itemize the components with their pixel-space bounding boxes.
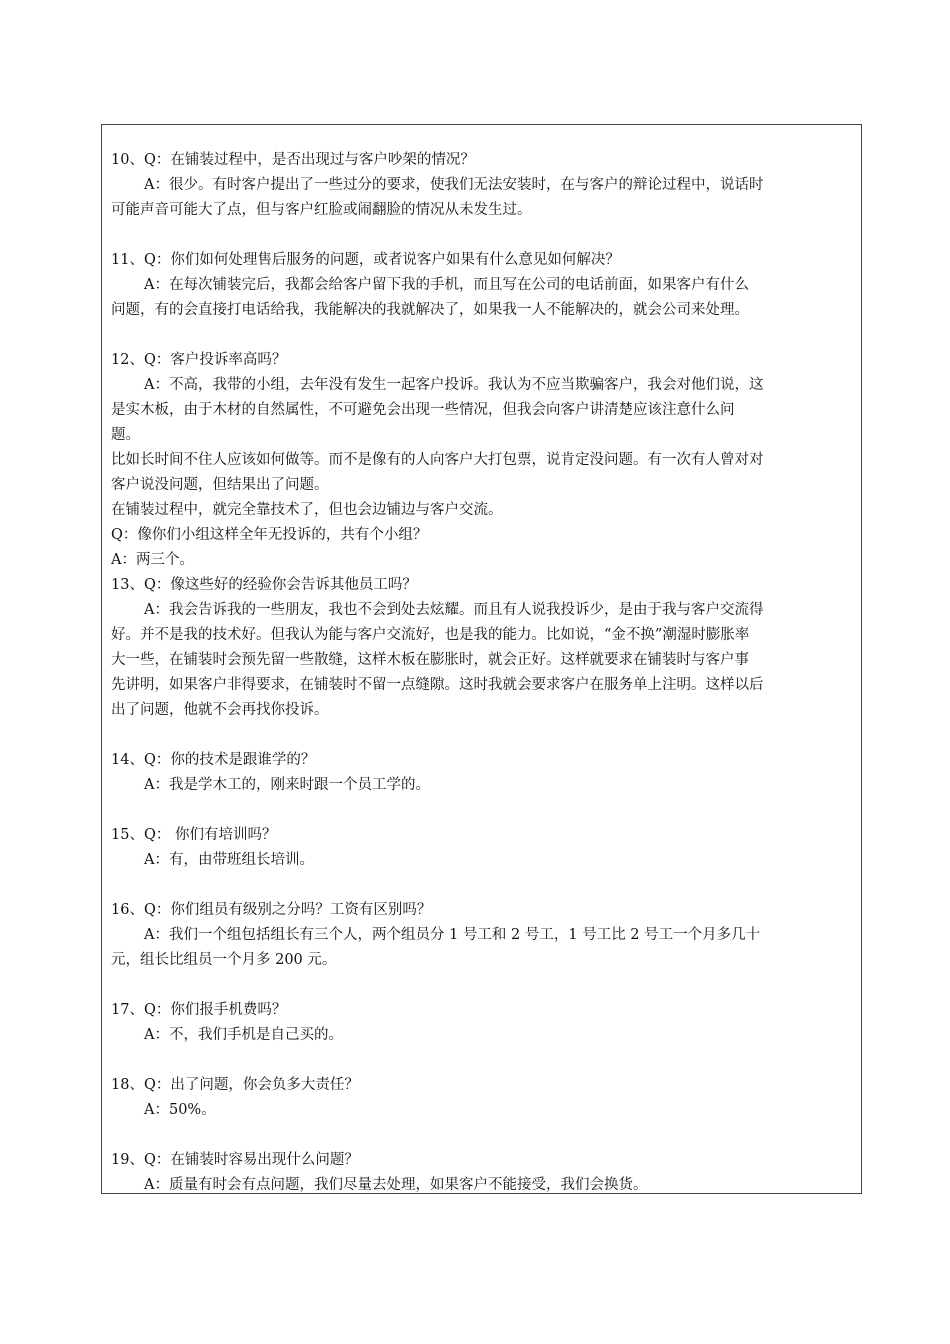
answer-13-line-3: 大一些，在铺装时会预先留一些散缝，这样木板在膨胀时，就会正好。这样就要求在铺装时与客户事	[111, 652, 749, 668]
question-14: 14、Q：你的技术是跟谁学的？	[111, 752, 316, 768]
answer-19: A：质量有时会有点问题，我们尽量去处理，如果客户不能接受，我们会换货。	[144, 1177, 648, 1193]
answer-12-line-2: 是实木板，由于木材的自然属性，不可避免会出现一些情况，但我会向客户讲清楚应该注意什么问	[111, 402, 735, 418]
sub-answer-12: A：两三个。	[111, 552, 194, 568]
question-19: 19、Q：在铺装时容易出现什么问题？	[111, 1152, 359, 1168]
answer-12-paragraph-2: 客户说没问题，但结果出了问题。	[111, 477, 329, 493]
answer-12-paragraph-3: 在铺装过程中，就完全靠技术了，但也会边铺边与客户交流。	[111, 502, 503, 518]
answer-16-line-2: 元，组长比组员一个月多 200 元。	[111, 952, 337, 968]
answer-14: A：我是学木工的，刚来时跟一个员工学的。	[144, 777, 430, 793]
question-16: 16、Q：你们组员有级别之分吗？工资有区别吗？	[111, 902, 432, 918]
answer-11-line-1: A：在每次铺装完后，我都会给客户留下我的手机，而且写在公司的电话前面，如果客户有什么	[144, 277, 749, 293]
sub-question-12: Q：像你们小组这样全年无投诉的，共有个小组？	[111, 527, 428, 543]
answer-10-line-1: A：很少。有时客户提出了一些过分的要求，使我们无法安装时，在与客户的辩论过程中，说话时	[144, 177, 764, 193]
interview-content	[111, 148, 854, 1198]
question-12: 12、Q：客户投诉率高吗？	[111, 352, 287, 368]
answer-13-line-1: A：我会告诉我的一些朋友，我也不会到处去炫耀。而且有人说我投诉少，是由于我与客户交流得	[144, 602, 764, 618]
question-15: 15、Q： 你们有培训吗？	[111, 827, 277, 843]
question-17: 17、Q：你们报手机费吗？	[111, 1002, 287, 1018]
question-11: 11、Q：你们如何处理售后服务的问题，或者说客户如果有什么意见如何解决？	[111, 252, 620, 268]
answer-12-paragraph-1: 比如长时间不住人应该如何做等。而不是像有的人向客户大打包票，说肯定没问题。有一次有人曾对对	[111, 452, 764, 468]
answer-13-line-5: 出了问题，他就不会再找你投诉。	[111, 702, 329, 718]
answer-11-line-2: 问题，有的会直接打电话给我，我能解决的我就解决了，如果我一人不能解决的，就会公司来处理。	[111, 302, 749, 318]
question-10: 10、Q：在铺装过程中，是否出现过与客户吵架的情况？	[111, 152, 475, 168]
answer-18: A：50%。	[144, 1102, 216, 1118]
answer-12-line-1: A：不高，我带的小组，去年没有发生一起客户投诉。我认为不应当欺骗客户，我会对他们说，这	[144, 377, 764, 393]
answer-16-line-1: A：我们一个组包括组长有三个人，两个组员分 1 号工和 2 号工，1 号工比 2 号工一个月多几十	[144, 927, 761, 943]
answer-12-line-3: 题。	[111, 427, 140, 443]
answer-17: A：不，我们手机是自己买的。	[144, 1027, 343, 1043]
answer-13-line-2: 好。并不是我的技术好。但我认为能与客户交流好，也是我的能力。比如说，“金不换”潮湿时膨胀率	[111, 627, 750, 643]
question-18: 18、Q：出了问题，你会负多大责任？	[111, 1077, 359, 1093]
answer-13-line-4: 先讲明，如果客户非得要求，在铺装时不留一点缝隙。这时我就会要求客户在服务单上注明。这样以后	[111, 677, 764, 693]
answer-10-line-2: 可能声音可能大了点，但与客户红脸或闹翻脸的情况从未发生过。	[111, 202, 532, 218]
question-13: 13、Q：像这些好的经验你会告诉其他员工吗？	[111, 577, 417, 593]
document-frame	[101, 124, 862, 1194]
answer-15: A：有，由带班组长培训。	[144, 852, 314, 868]
